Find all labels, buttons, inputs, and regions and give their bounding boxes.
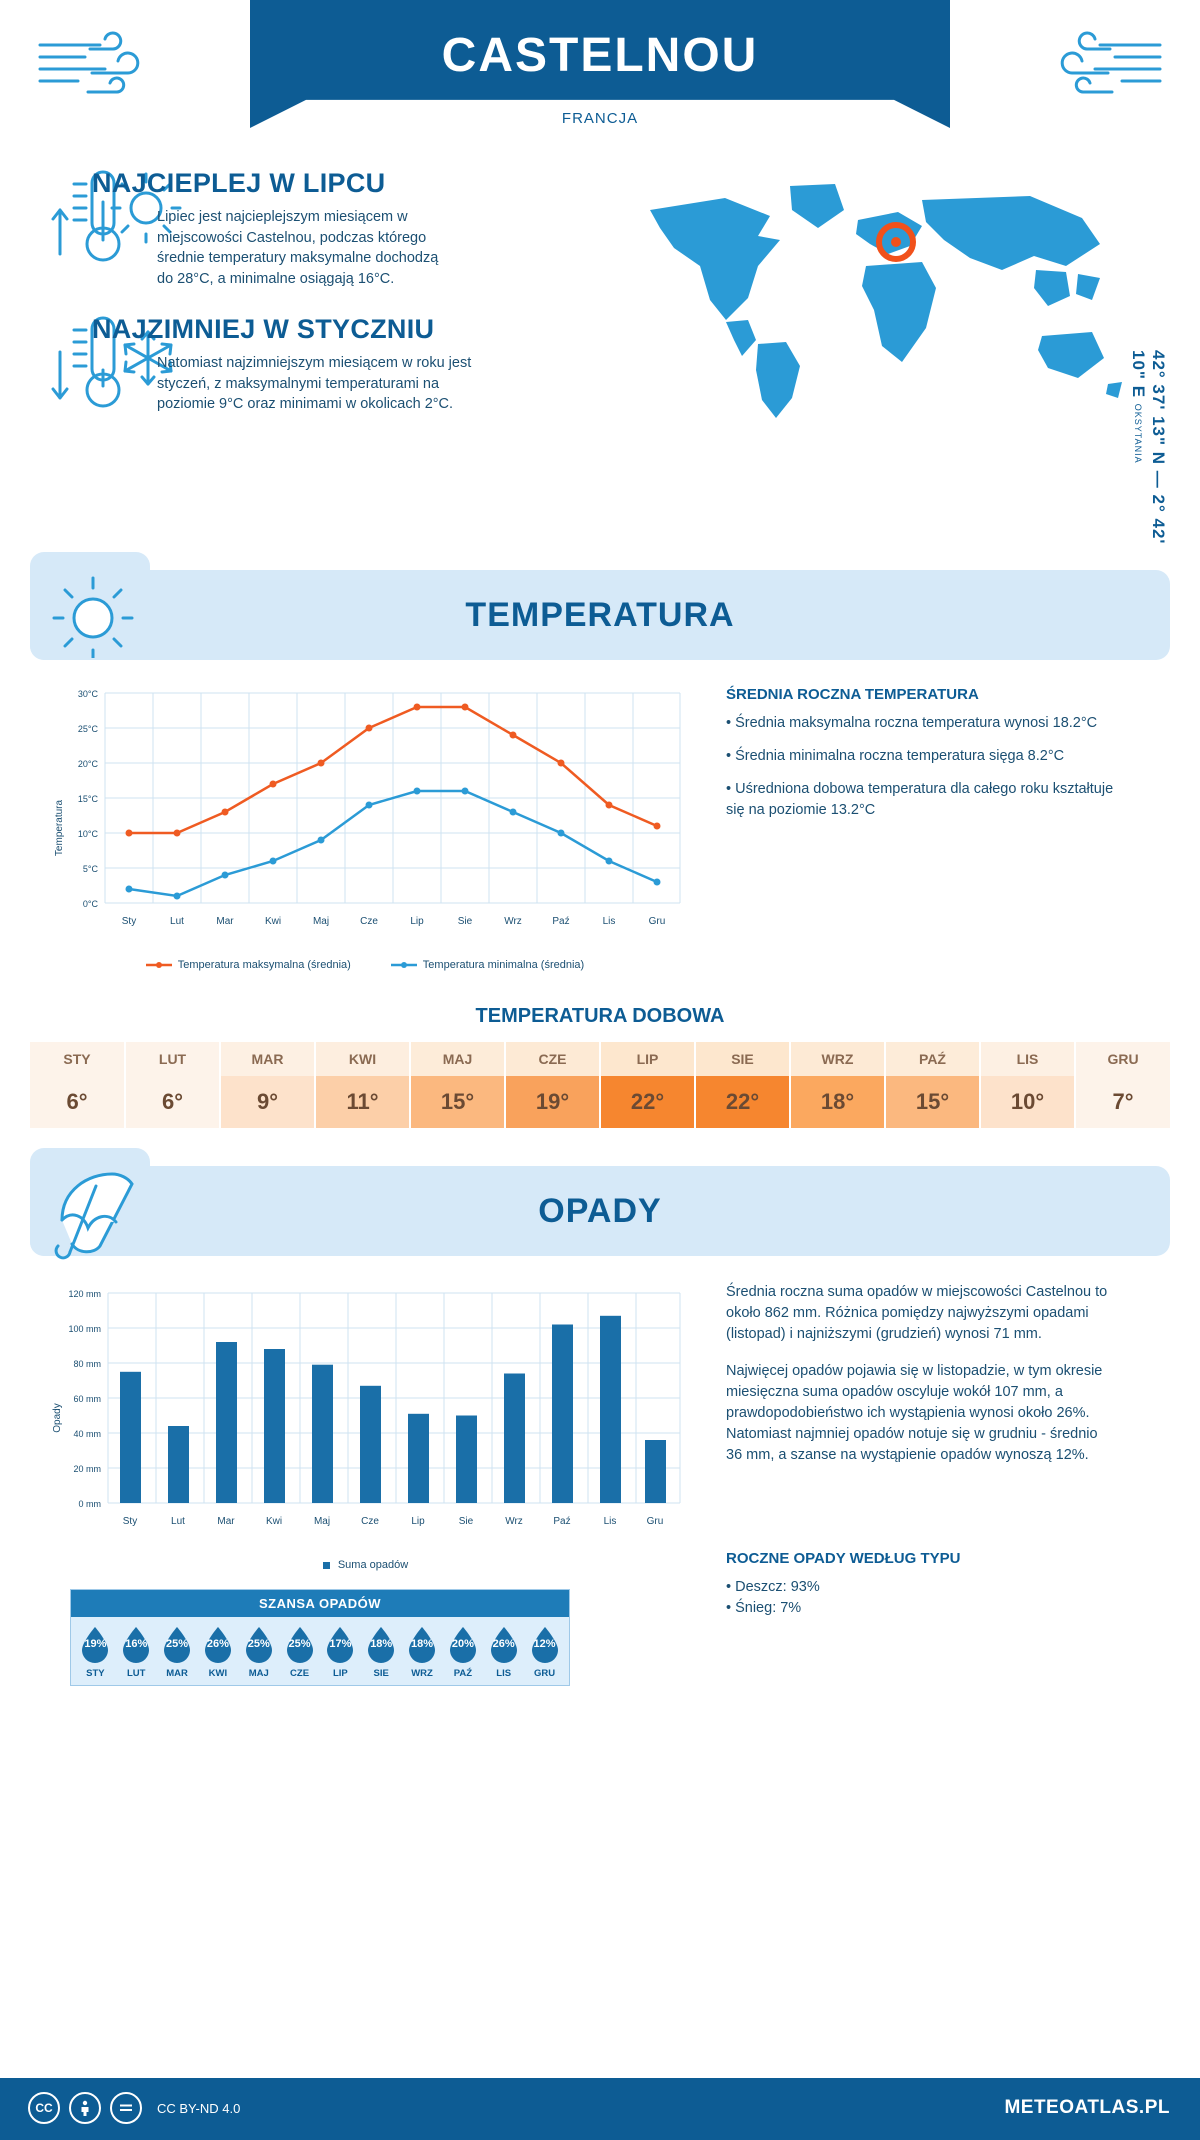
temperature-chart [30,678,700,971]
svg-text:Gru: Gru [646,1516,664,1527]
precip-probability-month: LIP [332,1668,348,1679]
legend-label: Temperatura maksymalna (średnia) [177,959,351,971]
temperature-banner [30,570,1170,660]
precipitation-paragraph: Średnia roczna suma opadów w miejscowości Castelnou to około 862 mm. Różnica pomiędzy najwyższymi opadami (listopad) i najniższymi (grudzień) wynosi 71 mm. [726,1284,1108,1343]
water-drop-icon [446,1625,480,1665]
warmest-title: NAJCIEPLEJ W LIPCU [92,168,386,198]
warmest-text: Lipiec jest najcieplejszym miesiącem w miejscowości Castelnou, podczas którego średnie temperatury maksymalne dochodzą do 28°C, a minimalne osiągają 16°C. [157,209,439,287]
table-cell: 22° [695,1076,790,1128]
svg-text:Sie: Sie [458,1516,474,1527]
precipitation-probability-row [71,1617,569,1685]
svg-text:Wrz: Wrz [505,1516,523,1527]
svg-text:Kwi: Kwi [264,916,282,927]
coldest-title: NAJZIMNIEJ W STYCZNIU [92,314,435,344]
water-drop-icon [528,1625,562,1665]
precip-probability-month: SIE [373,1668,389,1679]
by-icon [69,2092,101,2124]
precip-probability-month: LIS [496,1668,512,1679]
table-col-header: STY [30,1042,125,1076]
water-drop-icon [201,1625,235,1665]
precip-probability-value: 20% [451,1638,474,1650]
svg-text:40 mm: 40 mm [73,1429,101,1439]
table-header-row [30,1042,1170,1076]
precip-probability-cell [361,1625,402,1679]
svg-text:100 mm: 100 mm [68,1324,101,1334]
svg-text:Sty: Sty [122,1516,138,1527]
precip-probability-cell [75,1625,116,1679]
precipitation-chart-row [0,1256,1200,1686]
svg-text:Lut: Lut [171,1516,185,1527]
coldest-month-block [92,314,472,415]
temperature-legend [30,959,700,971]
precip-probability-month: PAŹ [453,1668,473,1679]
precipitation-chart [30,1278,700,1686]
summary-section [0,150,1200,580]
table-cell: 15° [410,1076,505,1128]
daily-temperature-title: TEMPERATURA DOBOWA [475,1005,725,1027]
water-drop-icon [323,1625,357,1665]
svg-text:15°C: 15°C [77,794,98,804]
legend-item [146,959,351,971]
temperature-side-panel [726,678,1116,971]
table-col-header: LUT [125,1042,220,1076]
precip-probability-cell [197,1625,238,1679]
legend-item [322,1559,408,1571]
svg-text:Mar: Mar [216,916,234,927]
table-col-header: CZE [505,1042,600,1076]
svg-text:5°C: 5°C [82,864,98,874]
legend-label: Temperatura minimalna (średnia) [422,959,585,971]
water-drop-icon [405,1625,439,1665]
license-badges [28,2092,240,2124]
water-drop-icon [160,1625,194,1665]
svg-text:60 mm: 60 mm [73,1394,101,1404]
table-col-header: LIS [980,1042,1075,1076]
table-cell: 11° [315,1076,410,1128]
svg-text:20 mm: 20 mm [73,1464,101,1474]
svg-text:Maj: Maj [312,916,330,927]
nd-icon [110,2092,142,2124]
table-row [30,1076,1170,1128]
precipitation-section-title: OPADY [538,1192,662,1230]
coldest-text: Natomiast najzimniejszym miesiącem w roku jest styczeń, z maksymalnymi temperaturami na poziomie 9°C oraz minimami w okolicach 2°C. [157,355,472,413]
page-title: CASTELNOU [441,29,759,82]
table-col-header: MAR [220,1042,315,1076]
location-marker-icon [891,237,901,247]
precip-probability-value: 26% [492,1638,515,1650]
precip-probability-month: LUT [127,1668,146,1679]
precip-probability-month: WRZ [411,1668,433,1679]
table-col-header: SIE [695,1042,790,1076]
temperature-side-heading: ŚREDNIA ROCZNA TEMPERATURA [726,686,979,703]
svg-text:Wrz: Wrz [504,916,522,927]
svg-text:0 mm: 0 mm [78,1499,101,1509]
svg-text:20°C: 20°C [77,759,98,769]
water-drop-icon [487,1625,521,1665]
precip-probability-cell [157,1625,198,1679]
precip-probability-value: 18% [411,1638,434,1650]
wind-icon [1050,25,1170,110]
svg-text:Lip: Lip [411,1516,425,1527]
svg-text:10°C: 10°C [77,829,98,839]
water-drop-icon [242,1625,276,1665]
precip-probability-cell [442,1625,483,1679]
coordinates-region: OKSYTANIA [1133,403,1143,464]
legend-label: Suma opadów [337,1559,409,1571]
precip-probability-month: CZE [290,1668,310,1679]
svg-text:Sty: Sty [121,916,137,927]
warmest-month-block [92,168,452,289]
precipitation-probability-title: SZANSA OPADÓW [71,1590,569,1617]
water-drop-icon [78,1625,112,1665]
svg-text:Gru: Gru [648,916,666,927]
svg-text:80 mm: 80 mm [73,1359,101,1369]
table-cell: 22° [600,1076,695,1128]
table-col-header: GRU [1075,1042,1170,1076]
table-cell: 10° [980,1076,1075,1128]
precip-probability-value: 18% [370,1638,393,1650]
precip-probability-month: MAR [166,1668,188,1679]
precipitation-legend [30,1559,700,1571]
world-map [630,170,1130,420]
daily-temperature-table [30,1042,1170,1128]
svg-text:Lut: Lut [170,916,184,927]
brand-name: METEOATLAS.PL [1004,2097,1170,2118]
table-col-header: LIP [600,1042,695,1076]
temperature-bullet: • Średnia maksymalna roczna temperatura wynosi 18.2°C [726,715,1098,731]
precip-probability-value: 25% [247,1638,270,1650]
precipitation-banner [30,1166,1170,1256]
table-cell: 9° [220,1076,315,1128]
water-drop-icon [364,1625,398,1665]
table-cell: 6° [125,1076,220,1128]
temperature-chart-row [0,660,1200,971]
page-subtitle: FRANCJA [561,110,639,127]
precip-probability-cell [320,1625,361,1679]
precip-probability-value: 17% [329,1638,352,1650]
precipitation-side-panel [726,1278,1116,1686]
temperature-line-chart [30,678,700,948]
svg-text:120 mm: 120 mm [68,1289,101,1299]
precip-probability-cell [483,1625,524,1679]
water-drop-icon [283,1625,317,1665]
svg-text:Lip: Lip [410,916,424,927]
precipitation-paragraph: Najwięcej opadów pojawia się w listopadzie, w tym okresie miesięczna suma opadów oscyluje wokół 107 mm, a prawdopodobieństwo ich wystąpienia wynosi około 26%. Natomiast najmniej opadów notuje się w grudniu - średnio 36 mm, a szanse na wystąpienie opadów wynoszą 12%. [726,1363,1103,1464]
temperature-section-title: TEMPERATURA [465,596,735,634]
svg-text:30°C: 30°C [77,689,98,699]
precip-probability-cell [279,1625,320,1679]
svg-text:Paź: Paź [553,1516,571,1527]
precip-probability-cell [402,1625,443,1679]
svg-text:Paź: Paź [552,916,570,927]
svg-text:Lis: Lis [602,916,616,927]
precip-probability-cell [116,1625,157,1679]
coordinates-text: 42° 37' 13" N — 2° 42' 10" E [1129,350,1168,545]
precip-probability-value: 16% [125,1638,148,1650]
precip-probability-month: KWI [208,1668,228,1679]
precip-probability-month: MAJ [248,1668,269,1679]
table-col-header: MAJ [410,1042,505,1076]
svg-text:Maj: Maj [313,1516,331,1527]
license-text: CC BY-ND 4.0 [157,2100,241,2116]
precip-probability-cell [524,1625,565,1679]
coordinates [1128,350,1168,580]
precip-type-item: • Deszcz: 93% [726,1579,820,1596]
wind-icon [30,25,150,110]
table-col-header: PAŹ [885,1042,980,1076]
svg-text:Kwi: Kwi [265,1516,283,1527]
svg-text:25°C: 25°C [77,724,98,734]
svg-text:Cze: Cze [361,1516,379,1527]
svg-text:Cze: Cze [360,916,378,927]
precip-probability-value: 26% [206,1638,229,1650]
cc-icon: CC [28,2092,60,2124]
svg-text:Temperatura: Temperatura [54,799,65,857]
precip-probability-month: STY [86,1668,105,1679]
table-col-header: KWI [315,1042,410,1076]
table-cell: 18° [790,1076,885,1128]
svg-text:Lis: Lis [603,1516,617,1527]
water-drop-icon [119,1625,153,1665]
svg-text:0°C: 0°C [82,899,98,909]
svg-text:Sie: Sie [457,916,473,927]
svg-text:Mar: Mar [217,1516,235,1527]
precip-probability-value: 25% [288,1638,311,1650]
table-cell: 15° [885,1076,980,1128]
precipitation-bar-chart [30,1278,700,1548]
table-cell: 6° [30,1076,125,1128]
precip-probability-value: 25% [166,1638,189,1650]
legend-item [391,959,584,971]
precip-probability-value: 19% [84,1638,107,1650]
header [0,0,1200,150]
precip-probability-cell [238,1625,279,1679]
svg-text:Opady: Opady [52,1403,63,1433]
precip-type-item: • Śnieg: 7% [726,1600,802,1617]
table-col-header: WRZ [790,1042,885,1076]
precipitation-probability [70,1589,570,1686]
footer [0,2078,1200,2140]
precip-probability-value: 12% [533,1638,556,1650]
precip-types-heading: ROCZNE OPADY WEDŁUG TYPU [726,1550,961,1568]
temperature-bullet: • Średnia minimalna roczna temperatura sięga 8.2°C [726,748,1065,765]
table-cell: 7° [1075,1076,1170,1128]
temperature-bullet: • Uśredniona dobowa temperatura dla całego roku kształtuje się na poziomie 13.2°C [726,781,1114,819]
table-cell: 19° [505,1076,600,1128]
precip-probability-month: GRU [533,1668,556,1679]
